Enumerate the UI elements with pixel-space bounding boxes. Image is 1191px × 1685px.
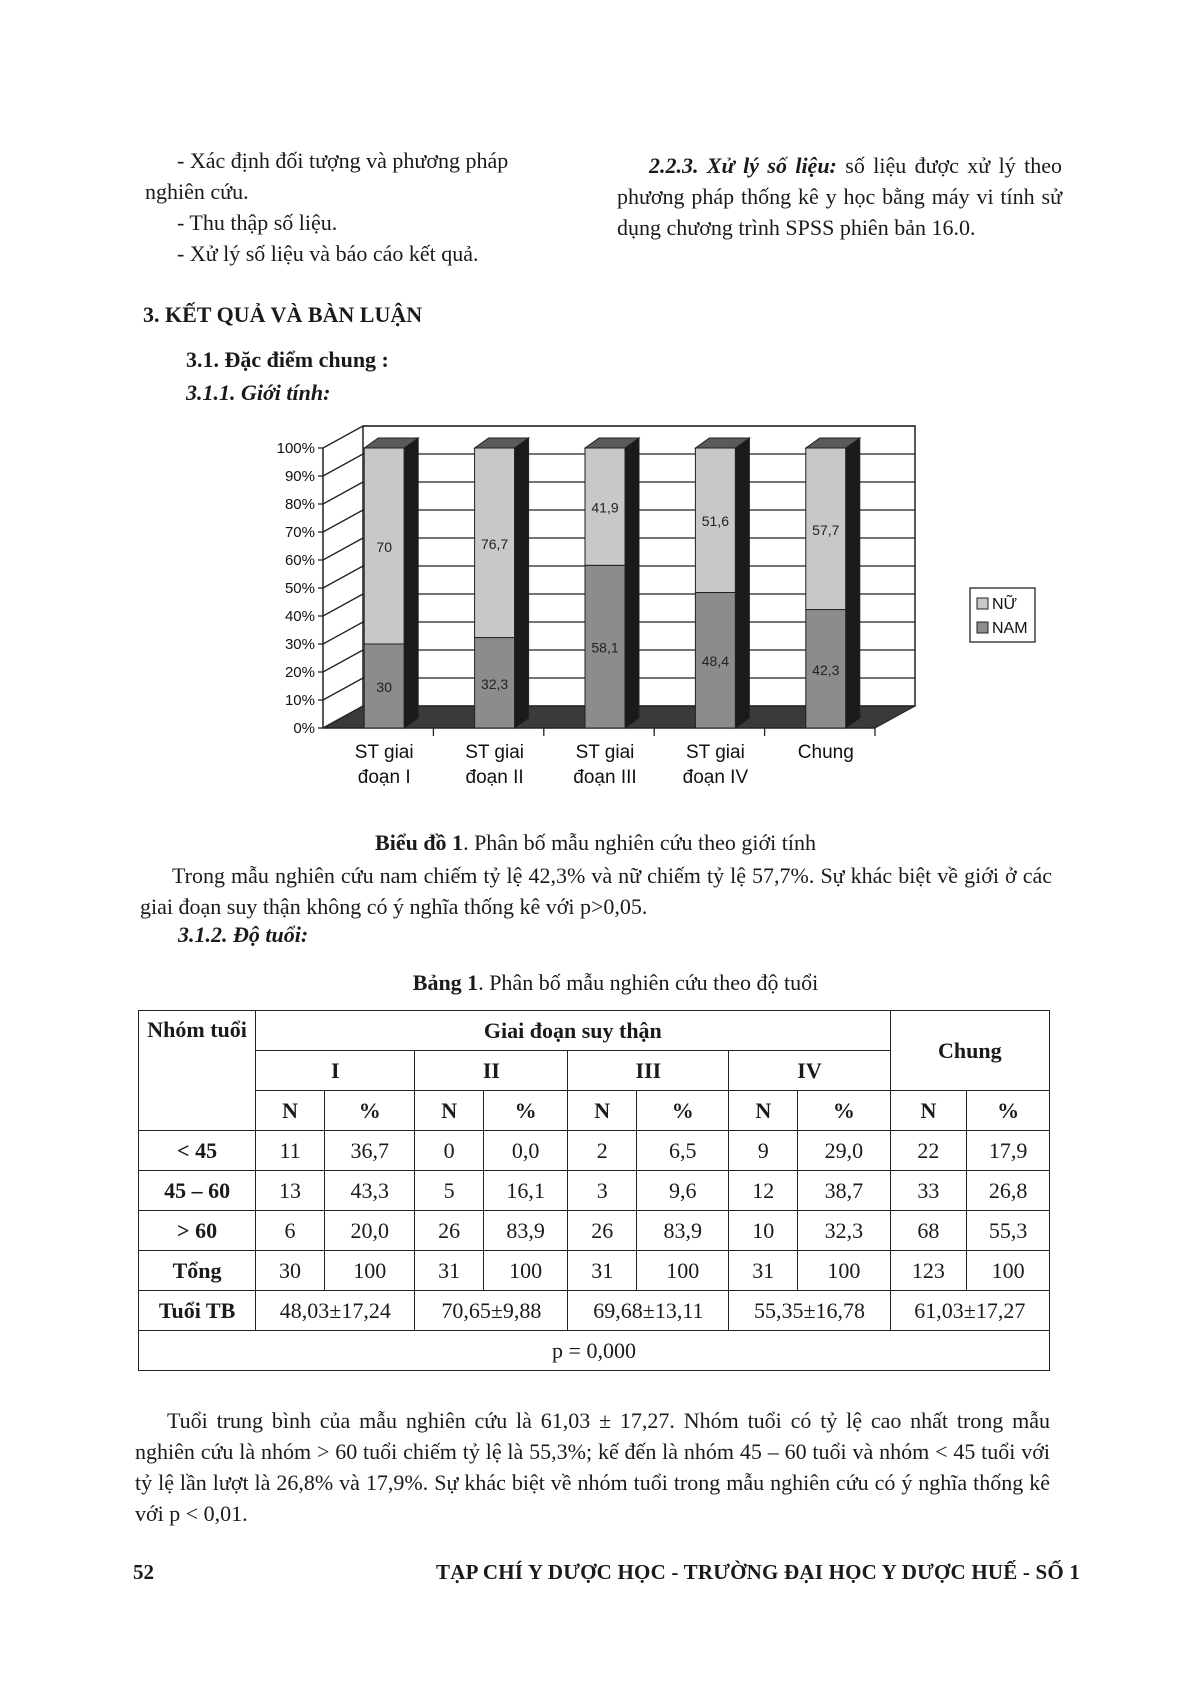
y-tick-label: 50%: [284, 580, 315, 597]
total-header: Chung: [890, 1011, 1049, 1091]
data-processing-text: số liệu được xử lý theo phương pháp thống kê y học bằng máy vi tính sử dụng chương trình SPSS phiên bản 16.0.: [617, 153, 1062, 240]
age-heading: 3.1.2. Độ tuổi:: [178, 922, 309, 947]
table-row: [139, 1211, 1050, 1251]
x-category-label: đoạn IV: [682, 767, 749, 788]
cell: 83,9: [483, 1211, 567, 1251]
side-wall-line: [323, 678, 363, 700]
stage-label: I: [256, 1051, 415, 1091]
mean-cell: 70,65±9,88: [415, 1291, 568, 1331]
page-number: 52: [133, 1560, 154, 1584]
step-line: - Xác định đối tượng và phương pháp: [177, 148, 509, 173]
bar-side-face: [625, 438, 639, 728]
step-line: nghiên cứu.: [145, 179, 249, 204]
cell: 6,5: [637, 1131, 729, 1171]
row-label: Tổng: [139, 1251, 256, 1291]
y-tick-label: 20%: [284, 664, 315, 681]
cell: 17,9: [967, 1131, 1050, 1171]
cell: 100: [637, 1251, 729, 1291]
n-header: N: [256, 1091, 325, 1131]
x-category-label: đoạn II: [465, 767, 524, 788]
legend-swatch: [977, 598, 988, 609]
chart-caption: [0, 830, 1191, 856]
cell: 22: [890, 1131, 967, 1171]
legend-label: NAM: [992, 620, 1028, 637]
bar-side-face: [846, 438, 860, 728]
table-caption: [20, 970, 1191, 996]
n-header: N: [729, 1091, 798, 1131]
pct-header: %: [798, 1091, 890, 1131]
x-category-label: ST giai: [354, 742, 414, 763]
cell: 100: [967, 1251, 1050, 1291]
p-value-cell: p = 0,000: [139, 1331, 1050, 1371]
subsection-heading: 3.1. Đặc điểm chung :: [186, 347, 389, 372]
pct-header: %: [483, 1091, 567, 1131]
section-heading: 3. KẾT QUẢ VÀ BÀN LUẬN: [143, 302, 423, 327]
y-tick-label: 80%: [284, 496, 315, 513]
method-steps: [145, 145, 593, 269]
mean-cell: 69,68±13,11: [568, 1291, 729, 1331]
cell: 13: [256, 1171, 325, 1211]
stage-label: III: [568, 1051, 729, 1091]
cell: 0,0: [483, 1131, 567, 1171]
data-processing-label: 2.2.3. Xử lý số liệu:: [649, 153, 837, 178]
bar-value-label-nam: 42,3: [812, 661, 840, 678]
age-paragraph: Tuổi trung bình của mẫu nghiên cứu là 61,03 ± 17,27. Nhóm tuổi có tỷ lệ cao nhất trong mẫu nghiên cứu là nhóm > 60 tuổi chiếm tỷ lệ là 55,3%; kế đến là nhóm 45 – 60 tuổi và nhóm < 45 tuổi với tỷ lệ lần lượt là 26,8% và 17,9%. Sự khác biệt về nhóm tuổi trong mẫu nghiên cứu có ý nghĩa thống kê với p < 0,01.: [135, 1408, 1050, 1526]
table-mean-row: [139, 1291, 1050, 1331]
table-caption-label: Bảng 1: [412, 970, 479, 995]
cell: 12: [729, 1171, 798, 1211]
journal-footer: TẠP CHÍ Y DƯỢC HỌC - TRƯỜNG ĐẠI HỌC Y DƯỢC HUẾ - SỐ 1: [436, 1560, 1081, 1584]
x-category-label: ST giai: [465, 742, 524, 763]
gender-chart: [265, 420, 1045, 800]
y-tick-label: 100%: [276, 440, 315, 457]
y-tick-label: 40%: [284, 608, 315, 625]
mean-cell: 55,35±16,78: [729, 1291, 890, 1331]
x-category-label: đoạn III: [573, 767, 637, 788]
y-tick-label: 60%: [284, 552, 315, 569]
cell: 83,9: [637, 1211, 729, 1251]
pct-header: %: [324, 1091, 415, 1131]
bar-value-label-nam: 58,1: [591, 639, 619, 656]
cell: 3: [568, 1171, 637, 1211]
age-distribution-table: [138, 1010, 1050, 1371]
x-category-label: ST giai: [686, 742, 745, 763]
table-header-row: [139, 1011, 1050, 1051]
x-category-label: đoạn I: [357, 767, 411, 788]
cell: 9: [729, 1131, 798, 1171]
bar-value-label-nam: 30: [376, 679, 392, 695]
side-wall-line: [323, 510, 363, 532]
cell: 123: [890, 1251, 967, 1291]
cell: 31: [568, 1251, 637, 1291]
mean-cell: 61,03±17,27: [890, 1291, 1049, 1331]
y-tick-label: 10%: [284, 692, 315, 709]
pct-header: %: [637, 1091, 729, 1131]
table-row: [139, 1171, 1050, 1211]
cell: 26: [415, 1211, 483, 1251]
side-wall-line: [323, 622, 363, 644]
side-wall-line: [323, 426, 363, 448]
x-category-label: Chung: [797, 742, 854, 763]
row-label: < 45: [139, 1131, 256, 1171]
bar-value-label-nu: 51,6: [701, 513, 730, 530]
cell: 31: [415, 1251, 483, 1291]
bar-side-face: [735, 438, 749, 728]
stage-label: II: [415, 1051, 568, 1091]
cell: 26: [568, 1211, 637, 1251]
cell: 100: [324, 1251, 415, 1291]
x-category-label: ST giai: [575, 742, 635, 763]
n-header: N: [890, 1091, 967, 1131]
table-subheader-row: [139, 1091, 1050, 1131]
table-p-row: [139, 1331, 1050, 1371]
y-tick-label: 0%: [293, 720, 315, 737]
age-group-header: Nhóm tuổi: [139, 1011, 256, 1131]
y-tick-label: 90%: [284, 468, 315, 485]
side-wall-line: [323, 454, 363, 476]
chart-caption-label: Biểu đồ 1: [375, 830, 464, 855]
cell: 100: [483, 1251, 567, 1291]
step-line: - Xử lý số liệu và báo cáo kết quả.: [177, 241, 479, 266]
cell: 10: [729, 1211, 798, 1251]
bar-value-label-nu: 70: [376, 539, 392, 555]
bar-value-label-nu: 76,7: [480, 535, 509, 552]
gender-paragraph: Trong mẫu nghiên cứu nam chiếm tỷ lệ 42,3% và nữ chiếm tỷ lệ 57,7%. Sự khác biệt về giới ở các giai đoạn suy thận không có ý nghĩa thống kê với p>0,05.: [140, 863, 1052, 919]
cell: 31: [729, 1251, 798, 1291]
cell: 38,7: [798, 1171, 890, 1211]
n-header: N: [568, 1091, 637, 1131]
side-wall-line: [323, 650, 363, 672]
side-wall-line: [323, 482, 363, 504]
cell: 68: [890, 1211, 967, 1251]
legend-swatch: [977, 622, 988, 633]
bar-side-face: [404, 438, 418, 728]
cell: 2: [568, 1131, 637, 1171]
cell: 26,8: [967, 1171, 1050, 1211]
bar-value-label-nam: 32,3: [480, 675, 509, 692]
stage-label: IV: [729, 1051, 890, 1091]
cell: 29,0: [798, 1131, 890, 1171]
legend-label: NỮ: [992, 596, 1018, 613]
mean-cell: 48,03±17,24: [256, 1291, 415, 1331]
row-label: > 60: [139, 1211, 256, 1251]
cell: 100: [798, 1251, 890, 1291]
n-header: N: [415, 1091, 483, 1131]
pct-header: %: [967, 1091, 1050, 1131]
cell: 43,3: [324, 1171, 415, 1211]
y-tick-label: 30%: [284, 636, 315, 653]
side-wall-line: [323, 594, 363, 616]
cell: 16,1: [483, 1171, 567, 1211]
gender-stacked-bar-chart: [265, 420, 1045, 800]
side-wall-line: [323, 566, 363, 588]
table-row: [139, 1131, 1050, 1171]
cell: 11: [256, 1131, 325, 1171]
chart-caption-text: . Phân bố mẫu nghiên cứu theo giới tính: [463, 830, 816, 855]
cell: 36,7: [324, 1131, 415, 1171]
cell: 6: [256, 1211, 325, 1251]
data-processing-paragraph: [617, 150, 1062, 243]
cell: 5: [415, 1171, 483, 1211]
cell: 9,6: [637, 1171, 729, 1211]
cell: 32,3: [798, 1211, 890, 1251]
bar-value-label-nu: 57,7: [812, 521, 840, 538]
side-wall-line: [323, 538, 363, 560]
row-label: 45 – 60: [139, 1171, 256, 1211]
mean-label: Tuổi TB: [139, 1291, 256, 1331]
cell: 30: [256, 1251, 325, 1291]
cell: 33: [890, 1171, 967, 1211]
y-tick-label: 70%: [284, 524, 315, 541]
step-line: - Thu thập số liệu.: [177, 210, 338, 235]
table-caption-text: . Phân bố mẫu nghiên cứu theo độ tuổi: [478, 970, 819, 995]
bar-value-label-nu: 41,9: [591, 499, 619, 516]
bar-value-label-nam: 48,4: [701, 653, 730, 670]
cell: 0: [415, 1131, 483, 1171]
cell: 55,3: [967, 1211, 1050, 1251]
bar-side-face: [515, 438, 529, 728]
gender-heading: 3.1.1. Giới tính:: [186, 380, 331, 405]
cell: 20,0: [324, 1211, 415, 1251]
table-row: [139, 1251, 1050, 1291]
stage-header: Giai đoạn suy thận: [256, 1011, 890, 1051]
